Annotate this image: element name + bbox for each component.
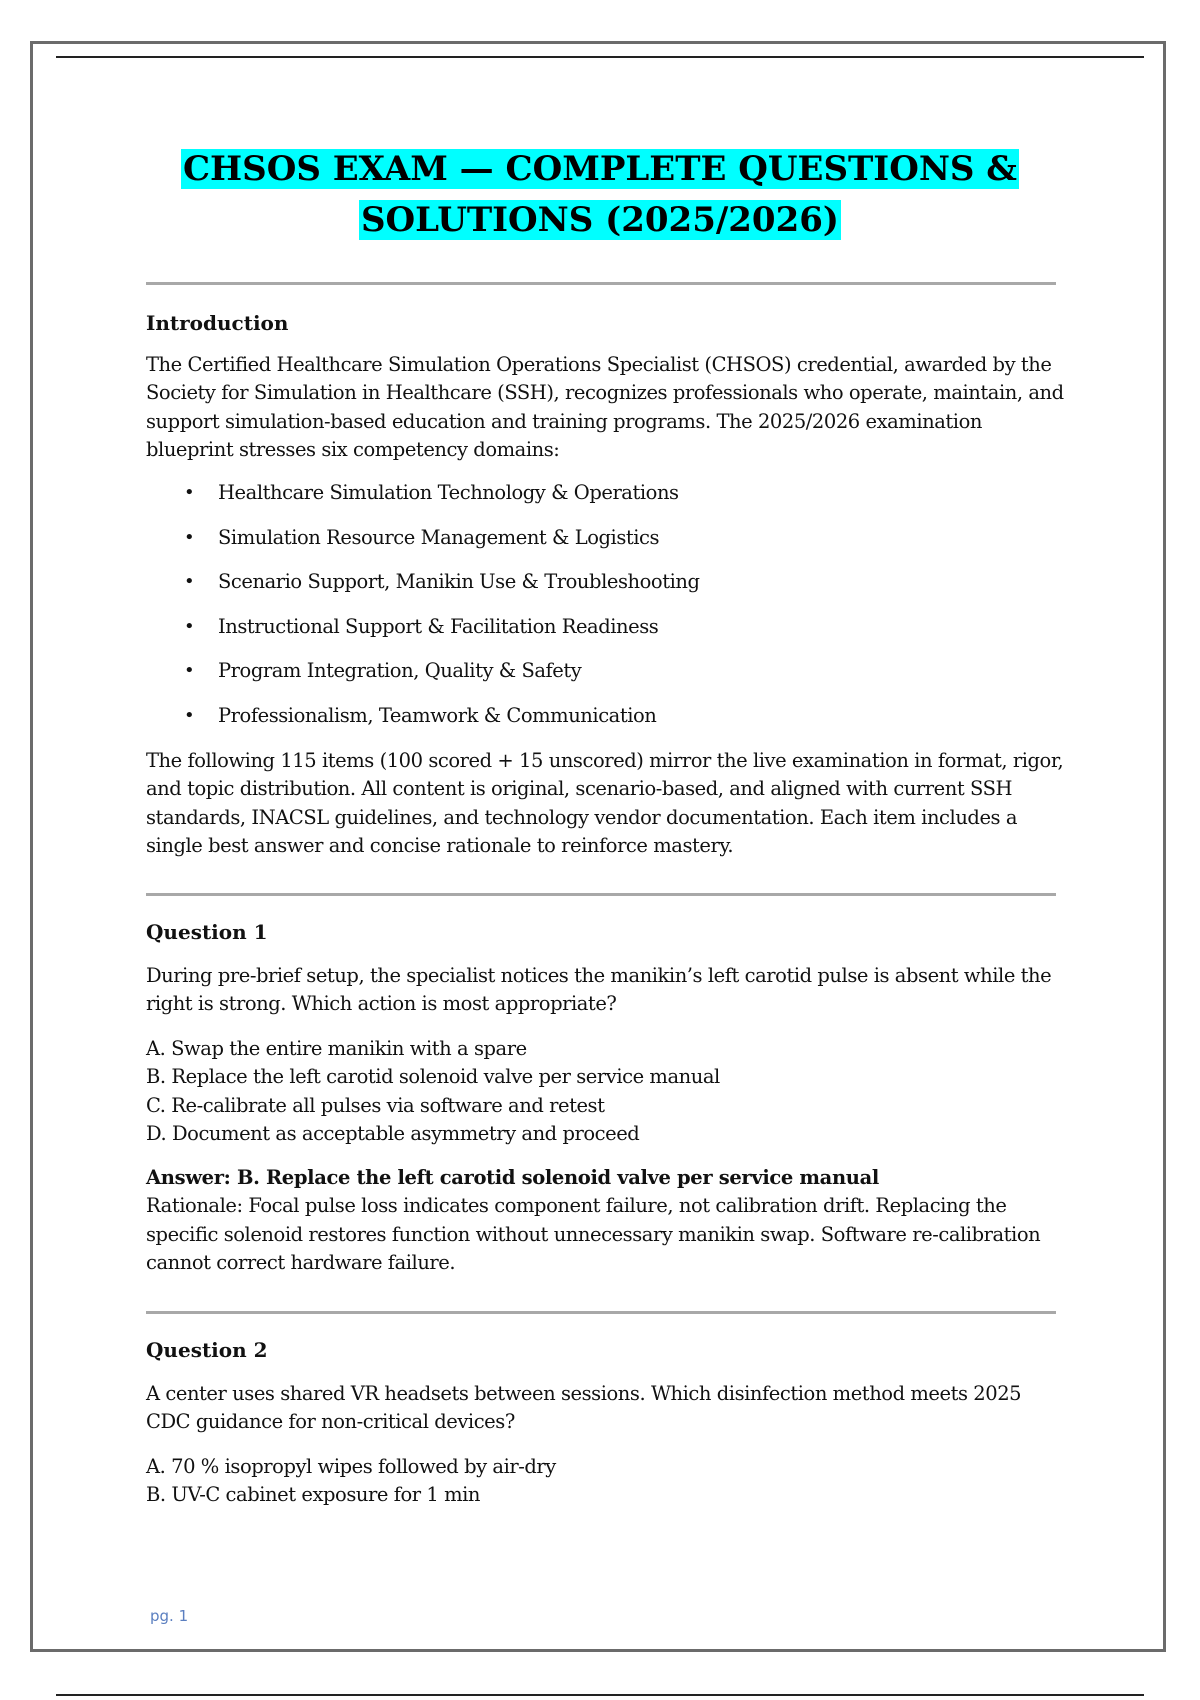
- domain-label: Healthcare Simulation Technology & Operations: [218, 481, 679, 504]
- domain-label: Professionalism, Teamwork & Communication: [218, 703, 657, 727]
- competency-domain-list: [146, 479, 1066, 746]
- list-item: [146, 613, 1066, 658]
- page-number: pg. 1: [150, 1607, 189, 1625]
- answer-option: A. 70 % isopropyl wipes followed by air-dry: [146, 1455, 556, 1478]
- answer-option: C. Re-calibrate all pulses via software and retest: [146, 1093, 605, 1117]
- section-divider: [146, 893, 1056, 896]
- domain-label: Program Integration, Quality & Safety: [218, 659, 582, 682]
- bullet-icon: •: [184, 571, 195, 592]
- title-line-1: CHSOS EXAM — COMPLETE QUESTIONS &: [183, 149, 1017, 189]
- answer-option: B. UV-C cabinet exposure for 1 min: [146, 1483, 481, 1507]
- answer-option: D. Document as acceptable asymmetry and proceed: [146, 1121, 640, 1145]
- question-1-stem: During pre-brief setup, the specialist notices the manikin’s left carotid pulse is absent while the right is strong. Which action is most appropriate?: [146, 964, 1052, 1016]
- answer-option: A. Swap the entire manikin with a spare: [146, 1037, 527, 1060]
- bullet-icon: •: [184, 660, 195, 681]
- footer-rule: [56, 1694, 1144, 1696]
- introduction-heading: Introduction: [146, 311, 289, 335]
- list-item: [146, 479, 1066, 524]
- introduction-paragraph: The Certified Healthcare Simulation Operations Specialist (CHSOS) credential, awarded by the Society for Simulation in Healthcare (SSH), recognizes professionals who operate, maintain, and support simulation-based education and training programs. The 2025/2026 examination blueprint stresses six competency domains:: [146, 353, 1064, 461]
- domain-label: Simulation Resource Management & Logistics: [218, 525, 660, 549]
- question-2-heading: Question 2: [146, 1338, 268, 1362]
- question-2-options: [146, 1453, 1066, 1510]
- list-item: [146, 657, 1066, 702]
- question-1-rationale: Rationale: Focal pulse loss indicates component failure, not calibration drift. Replacing the specific solenoid restores function without unnecessary manikin swap. Software re-calibration cannot correct hardware failure.: [146, 1194, 1041, 1274]
- title-line-2: SOLUTIONS (2025/2026): [360, 200, 839, 240]
- domain-label: Scenario Support, Manikin Use & Troubleshooting: [218, 570, 700, 593]
- domain-label: Instructional Support & Facilitation Readiness: [218, 614, 659, 638]
- list-item: [146, 524, 1066, 569]
- bullet-icon: •: [184, 615, 195, 637]
- question-1-answer-block: [146, 1164, 1066, 1277]
- answer-option: B. Replace the left carotid solenoid valve per service manual: [146, 1065, 720, 1089]
- introduction-summary: The following 115 items (100 scored + 15 unscored) mirror the live examination in format, rigor, and topic distribution. All content is original, scenario-based, and aligned with current SSH standards, INACSL guidelines, and technology vendor documentation. Each item includes a single best answer and concise rationale to reinforce mastery.: [146, 749, 1064, 857]
- question-2-stem: A center uses shared VR headsets between sessions. Which disinfection method meets 2025 CDC guidance for non-critical devices?: [146, 1382, 1022, 1434]
- section-divider: [146, 282, 1056, 285]
- bullet-icon: •: [184, 704, 195, 726]
- section-divider: [146, 1311, 1056, 1314]
- list-item: [146, 702, 1066, 747]
- question-1-heading: Question 1: [146, 920, 268, 944]
- document-title: [146, 144, 1054, 246]
- bullet-icon: •: [184, 526, 195, 548]
- question-1-options: [146, 1035, 1066, 1148]
- question-1-answer: Answer: B. Replace the left carotid solenoid valve per service manual: [146, 1166, 879, 1189]
- header-rule: [56, 56, 1144, 58]
- bullet-icon: •: [184, 482, 195, 503]
- list-item: [146, 568, 1066, 613]
